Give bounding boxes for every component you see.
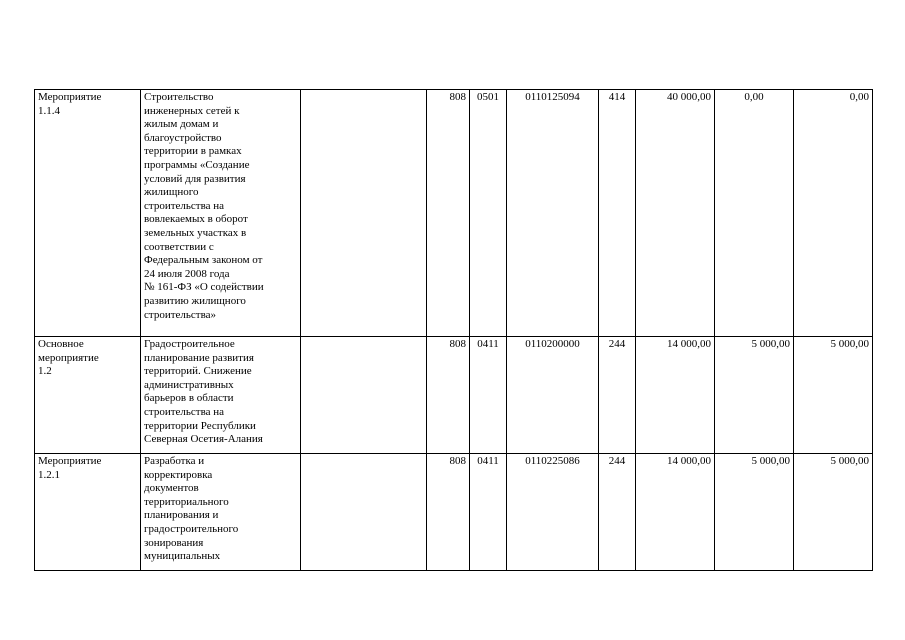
rzpr-cell: 0411 xyxy=(470,337,507,454)
activity-title-cell: Разработка и корректировка документов территориального планирования и градостроительного зонирования муниципальных xyxy=(141,454,301,571)
amount-year1-cell: 14 000,00 xyxy=(636,454,715,571)
csr-cell: 0110125094 xyxy=(507,90,599,337)
grbs-cell: 808 xyxy=(427,454,470,571)
executor-cell xyxy=(301,454,427,571)
amount-year1-cell: 40 000,00 xyxy=(636,90,715,337)
activity-code-cell: Основное мероприятие 1.2 xyxy=(35,337,141,454)
amount-year3-cell: 5 000,00 xyxy=(794,454,873,571)
csr-cell: 0110225086 xyxy=(507,454,599,571)
table-row xyxy=(35,90,873,337)
amount-year2-cell: 0,00 xyxy=(715,90,794,337)
amount-year3-cell: 0,00 xyxy=(794,90,873,337)
table-row xyxy=(35,337,873,454)
csr-cell: 0110200000 xyxy=(507,337,599,454)
rzpr-cell: 0411 xyxy=(470,454,507,571)
vr-cell: 414 xyxy=(599,90,636,337)
executor-cell xyxy=(301,90,427,337)
vr-cell: 244 xyxy=(599,337,636,454)
amount-year1-cell: 14 000,00 xyxy=(636,337,715,454)
activity-title-cell: Градостроительное планирование развития территорий. Снижение административных барьеров в области строительства на территории Республики Северная Осетия-Алания xyxy=(141,337,301,454)
table-row xyxy=(35,454,873,571)
grbs-cell: 808 xyxy=(427,90,470,337)
amount-year2-cell: 5 000,00 xyxy=(715,337,794,454)
vr-cell: 244 xyxy=(599,454,636,571)
activity-code-cell: Мероприятие 1.2.1 xyxy=(35,454,141,571)
activity-code-cell: Мероприятие 1.1.4 xyxy=(35,90,141,337)
program-table xyxy=(34,89,873,571)
executor-cell xyxy=(301,337,427,454)
activity-title-cell: Строительство инженерных сетей к жилым домам и благоустройство территории в рамках программы «Создание условий для развития жилищного строительства на вовлекаемых в оборот земельных участках в соответствии с Федеральным законом от 24 июля 2008 года № 161-ФЗ «О содействии развитию жилищного строительства» xyxy=(141,90,301,337)
grbs-cell: 808 xyxy=(427,337,470,454)
amount-year3-cell: 5 000,00 xyxy=(794,337,873,454)
amount-year2-cell: 5 000,00 xyxy=(715,454,794,571)
rzpr-cell: 0501 xyxy=(470,90,507,337)
